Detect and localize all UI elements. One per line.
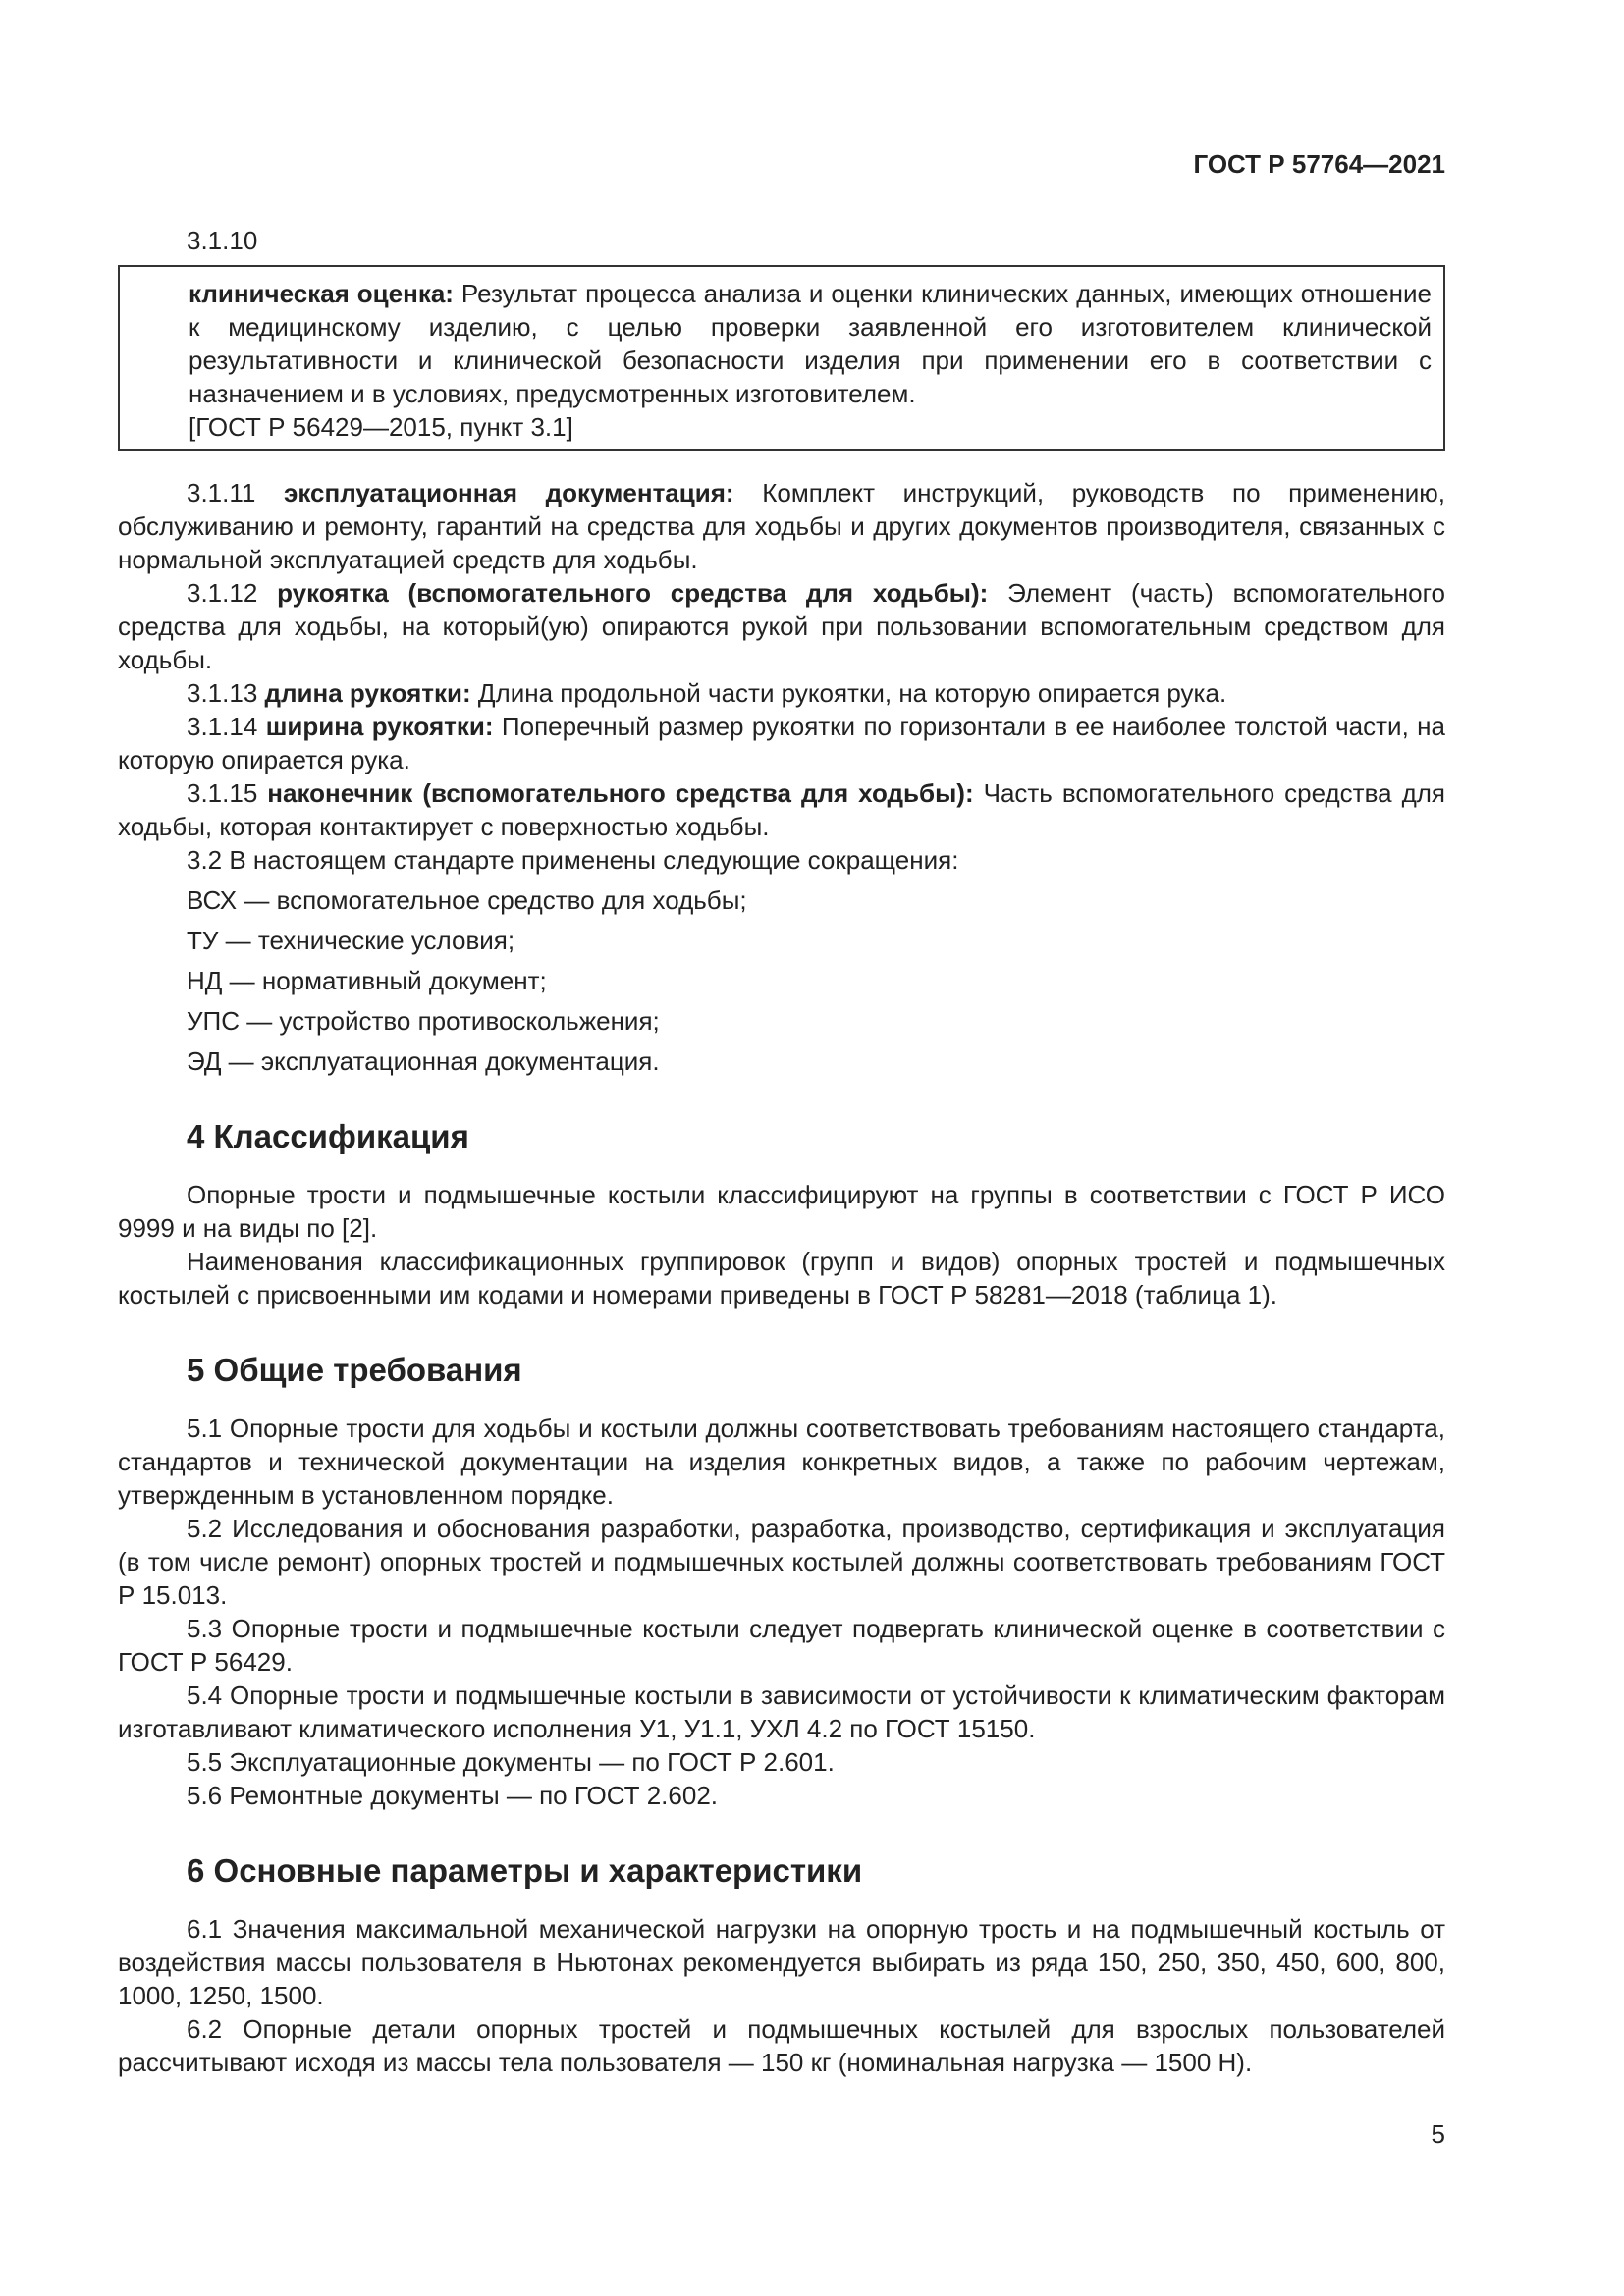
quoted-definition-box — [118, 265, 1445, 451]
document-id-header: ГОСТ Р 57764—2021 — [1193, 149, 1445, 179]
section-heading-general-requirements: 5 Общие требования — [187, 1352, 522, 1388]
clause-3-1-12 — [118, 576, 1445, 676]
clause-term: наконечник (вспомогательного средства для ходьбы): — [267, 778, 974, 808]
clause-number: 3.1.12 — [187, 578, 278, 608]
clause-5-6: 5.6 Ремонтные документы — по ГОСТ 2.602. — [187, 1781, 719, 1810]
clause-3-1-11 — [118, 476, 1445, 576]
clause-text: Комплект инструкций, руководств по применению, обслуживанию и ремонту, гарантий на средства для ходьбы и других документов производителя, связанных с нормальной эксплуатацией средств для ходьбы. — [118, 478, 1445, 574]
clause-5-3: 5.3 Опорные трости и подмышечные костыли следует подвергать клинической оценке в соответствии с ГОСТ Р 56429. — [118, 1614, 1445, 1677]
clause-text: Поперечный размер рукоятки по горизонтали в ее наиболее толстой части, на которую опирается рука. — [118, 712, 1445, 774]
abbreviation-item: ТУ — технические условия; — [187, 926, 515, 955]
clause-5-4: 5.4 Опорные трости и подмышечные костыли в зависимости от устойчивости к климатическим факторам изготавливают климатического исполнения У1, У1.1, УХЛ 4.2 по ГОСТ 15150. — [118, 1681, 1445, 1743]
section-heading-classification: 4 Классификация — [187, 1118, 469, 1154]
clause-5-5: 5.5 Эксплуатационные документы — по ГОСТ Р 2.601. — [187, 1747, 835, 1777]
clause-5-2: 5.2 Исследования и обоснования разработки, разработка, производство, сертификация и эксплуатация (в том числе ремонт) опорных тростей и подмышечных костылей должны соответствовать требованиям ГОСТ Р 15.013. — [118, 1514, 1445, 1610]
clause-number: 3.1.14 — [187, 712, 266, 741]
clause-term: ширина рукоятки: — [265, 712, 494, 741]
clause-term: эксплуатационная документация: — [284, 478, 734, 507]
clause-3-1-15 — [118, 776, 1445, 843]
page-content — [118, 224, 1445, 2079]
definition-text: Результат процесса анализа и оценки клинических данных, имеющих отношение к медицинскому изделию, с целью проверки заявленной его изготовителем клинической результативности и клинической безопасности изделия при применении его в соответствии с назначением и в условиях, предусмотренных изготовителем. — [189, 279, 1433, 408]
clause-number: 3.1.15 — [187, 778, 268, 808]
classification-paragraph-2: Наименования классификационных группировок (групп и видов) опорных тростей и подмышечных костылей с присвоенными им кодами и номерами приведены в ГОСТ Р 58281—2018 (таблица 1). — [118, 1247, 1445, 1309]
abbreviation-item: ВСХ — вспомогательное средство для ходьбы; — [187, 885, 747, 915]
clause-6-1: 6.1 Значения максимальной механической нагрузки на опорную трость и на подмышечный костыль от воздействия массы пользователя в Ньютонах рекомендуется выбирать из ряда 150, 250, 350, 450, 600, 800, 1000, 1250, 1500. — [118, 1914, 1445, 2010]
clause-6-2: 6.2 Опорные детали опорных тростей и подмышечных костылей для взрослых пользователей рассчитывают исходя из массы тела пользователя — 150 кг (номинальная нагрузка — 1500 Н). — [118, 2014, 1445, 2077]
abbreviation-item: УПС — устройство противоскольжения; — [187, 1006, 660, 1036]
clause-term: рукоятка (вспомогательного средства для ходьбы): — [277, 578, 989, 608]
clause-number-3-1-10: 3.1.10 — [187, 226, 258, 255]
classification-paragraph-1: Опорные трости и подмышечные костыли классифицируют на группы в соответствии с ГОСТ Р ИСО 9999 и на виды по [2]. — [118, 1180, 1445, 1243]
definition-reference: [ГОСТ Р 56429—2015, пункт 3.1] — [189, 412, 573, 442]
term-clinical-evaluation: клиническая оценка: — [189, 279, 454, 308]
page-number: 5 — [1431, 2119, 1445, 2149]
clause-text: Длина продольной части рукоятки, на которую опирается рука. — [470, 678, 1227, 708]
clause-term: длина рукоятки: — [264, 678, 471, 708]
clause-3-2: 3.2 В настоящем стандарте применены следующие сокращения: — [187, 845, 959, 875]
clause-text: Часть вспомогательного средства для ходьбы, которая контактирует с поверхностью ходьбы. — [118, 778, 1445, 841]
clause-3-1-13 — [118, 676, 1445, 710]
clause-3-1-14 — [118, 710, 1445, 776]
abbreviation-item: НД — нормативный документ; — [187, 966, 547, 995]
clause-number: 3.1.11 — [187, 478, 284, 507]
abbreviation-item: ЭД — эксплуатационная документация. — [187, 1046, 660, 1076]
definition-clinical-evaluation — [189, 277, 1432, 410]
clause-number: 3.1.13 — [187, 678, 265, 708]
clause-text: Элемент (часть) вспомогательного средства для ходьбы, на который(ую) опираются рукой при пользовании вспомогательным средством для ходьбы. — [118, 578, 1445, 674]
clause-5-1: 5.1 Опорные трости для ходьбы и костыли должны соответствовать требованиям настоящего стандарта, стандартов и технической документации на изделия конкретных видов, а также по рабочим чертежам, утвержденным в установленном порядке. — [118, 1414, 1445, 1510]
section-heading-main-parameters: 6 Основные параметры и характеристики — [187, 1852, 863, 1889]
